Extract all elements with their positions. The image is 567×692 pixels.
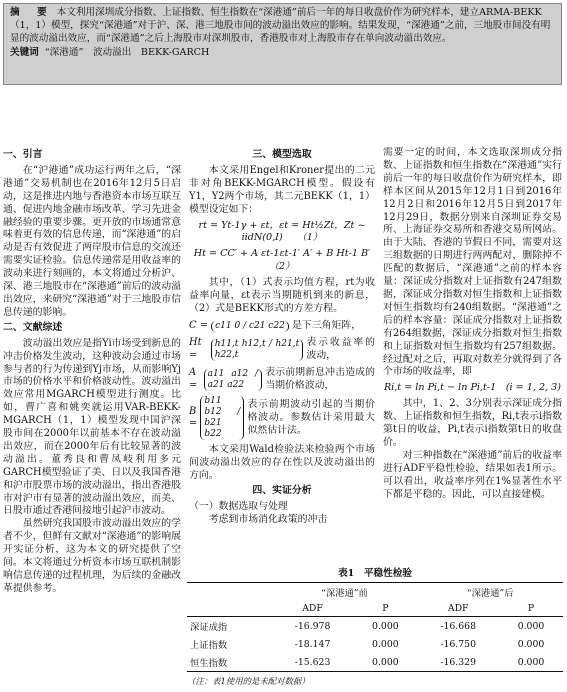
column-right (383, 147, 562, 501)
header-p-before: P (353, 601, 417, 617)
cell-adf-after: -16.668 (440, 620, 476, 632)
cell-p-before: 0.000 (372, 638, 399, 650)
data-paragraph-continued: 需要一定的时间，本文选取深圳成分指数、上证指数和恒生指数在“深港通”实行前后一年的每日收盘价作为研究样本，即样本区间从2015年12月1日到2016年12月2日和2016年12月5日到2017年12月29日，数据分别来自深圳证券交易所、上海证券交易所和香港交易所网站。由于大陆、香港的节假日不同，需要对这三组数据的日期进行两两配对，删除掉不匹配的数据后，“深港通”之前的样本容量：深证成分指数对上证指数有247组数据，深证成分指数对恒生指数和上证指数对恒生指数均有240组数据。“深港通”之后的样本容量：深证成分指数对上证指数有264组数据，深证成分指数对恒生指数和上证指数对恒生指数均有257组数据。经过配对之后，再取对数差分就得到了各个市场的收益率，即 (383, 147, 562, 378)
data-paragraph-start: 考虑到市场消化政策的冲击 (208, 513, 328, 525)
matrix-h: h11,t h12,t / h21,t h22,t (211, 339, 304, 361)
matrix-a-desc: 表示前期新息冲击造成的当期价格波动， (265, 366, 375, 391)
column-left (3, 147, 181, 596)
literature-paragraph-2: 虽然研究我国股市波动溢出效应的学者不少，但鲜有文献对“深港通”的影响展开实证分析，这为本文的研究提供了空间。本文将通过分析资本市场互联机制影响信息传递的过程机理，为后续的金融改革提供参考。 (3, 518, 181, 594)
header-before: “深港通”前 (272, 583, 418, 602)
table-column-header (187, 601, 563, 617)
matrix-a: a11 a12 / a21 a22 (204, 369, 262, 391)
cell-adf-after: -16.329 (417, 653, 499, 672)
section-heading-model: 三、模型选取 (252, 149, 312, 160)
matrix-h-desc: 表示收益率的波动， (306, 336, 375, 361)
abstract-label: 摘 要 (10, 7, 51, 18)
section-heading-empirical: 四、实证分析 (252, 485, 312, 497)
cell-adf-before: -15.623 (272, 653, 354, 672)
cell-p-after: 0.000 (499, 653, 563, 672)
equation-returns: Ri,t = ln Pi,t − ln Pi,t-1 (i = 1, 2, 3) (383, 382, 562, 394)
table-corner-cell (187, 583, 272, 602)
matrix-h-label: Ht = (189, 336, 202, 361)
abstract-text: 本文利用深圳成分指数、上证指数、恒生指数在“深港通”前后一年的每日收盘价作为研究样本，建立ARMA-BEKK（1，1）模型，探究“深港通”对于沪、深、港三地股市间的波动溢出效应的影响。结果发现，“深港通”之前，三地股市间没有明显的波动溢出效应，而“深港通”之后上海股市对深圳股市，香港股市对上海股市存在单向波动溢出效应。 (10, 7, 551, 45)
section-heading-literature: 二、文献综述 (3, 321, 63, 333)
matrix-c: c11 0 / c21 c22 (211, 321, 289, 332)
literature-paragraph-1: 波动溢出效应是指Yi市场受到新息的冲击价格发生波动，这种波动会通过市场参与者的行为传递到Yj市场，从而影响Yj市场的价格水平和价格波动性。波动溢出效应常用MGARCH模型进行测度。比如，曹广喜和姚奕就运用VAR-BEKK-MGARCH（1，1）模型发现中国沪深股市间在2000年以前基本不存在波动溢出效应，而在2000年后有比较显著的波动溢出。董秀良和曹凤岐利用多元GARCH模型验证了美、日以及我国香港和沪市股票市场的波动溢出，指出香港股市对沪市有显著的波动溢出效应，而美、日股市通过香港间接地引起沪市波动。 (3, 337, 181, 517)
section-heading-intro: 一、引言 (3, 149, 43, 160)
table-group-header (187, 583, 563, 602)
cell-adf-before: -18.147 (294, 638, 331, 650)
matrix-h-row (189, 337, 375, 363)
matrix-c-label: C = (189, 319, 208, 331)
adf-paragraph: 对三种指数在“深港通”前后的收益率进行ADF平稳性检验，结果如表1所示。可以看出，收益率序列在1%显著性水平下都是平稳的。因此，可以直接建模。 (383, 449, 562, 500)
model-paragraph-2: 其中，（1）式表示均值方程，rt为收益率向量，εt表示当期随机到来的新息，（2）式是BEKK形式的方差方程。 (189, 277, 375, 314)
column-middle (189, 147, 390, 527)
matrix-c-row (189, 320, 375, 333)
cell-p-after: 0.000 (517, 638, 545, 650)
cell-p-before: 0.000 (353, 653, 417, 672)
table-note: （注：表1使用的是未配对数据） (187, 676, 310, 686)
row-name: 上证指数 (190, 640, 228, 651)
matrix-a-label: A = (189, 366, 198, 391)
keywords-text: “深港通” 波动溢出 BEKK-GARCH (44, 46, 210, 58)
header-after: “深港通”后 (417, 583, 563, 602)
cell-adf-after: -16.750 (440, 638, 476, 650)
cell-adf-before: -16.978 (294, 620, 331, 632)
row-name: 深证成指 (190, 622, 228, 633)
table-row (187, 635, 563, 653)
table-row (187, 617, 563, 636)
matrix-b-row (189, 396, 375, 440)
stationarity-table (187, 582, 563, 672)
abstract-paragraph (10, 6, 555, 46)
matrix-b-label: B = (189, 405, 198, 430)
equation-1: rt = Yt-1γ + εt，εt = Ht½Zt，Zt ~ iidN(0,I) （1） (198, 219, 366, 244)
cell-p-after: 0.000 (517, 620, 545, 632)
row-name: 恒生指数 (187, 653, 272, 672)
model-paragraph-1: 本文采用Engel和Kroner提出的二元非对角BEKK-MGARCH模型。假设有Y1，Y2两个市场，其二元BEKK（1，1）模型设定如下： (189, 164, 375, 215)
header-adf-before: ADF (272, 601, 354, 617)
model-paragraph-3: 本文采用Wald检验法来检验两个市场间波动溢出效应的存在性以及波动溢出的方向。 (189, 444, 375, 482)
matrix-a-row (189, 367, 375, 393)
header-adf-after: ADF (417, 601, 499, 617)
cell-p-before: 0.000 (372, 620, 399, 632)
matrix-b-desc: 表示前期波动引起的当期价格波动。参数估计采用最大似然估计法。 (247, 399, 375, 436)
table-1 (187, 565, 563, 687)
header-p-after: P (499, 601, 563, 617)
table-corner-cell-2 (187, 601, 272, 617)
table-row (187, 653, 563, 672)
equation-2: Ht = CC′ + A εt-1εt-1′ A′ + B Ht-1 B′ （2） (193, 248, 390, 273)
returns-explanation: 其中，1、2、3分别表示深证成分指数、上证指数和恒生指数，Ri,t表示i指数第t日的收益，Pi,t表示i指数第t日的收盘价。 (383, 398, 562, 448)
keywords-label: 关键词 (10, 46, 39, 58)
abstract-box (3, 3, 562, 85)
table-caption: 表1 平稳性检验 (338, 568, 412, 579)
matrix-c-desc: 是下三角矩阵， (291, 319, 362, 331)
matrix-b: b11 b12 / b21 b22 (200, 396, 244, 440)
keywords-line (10, 46, 555, 59)
subsection-heading-data: （一）数据选取与处理 (189, 501, 288, 513)
intro-paragraph: 在“沪港通”成功运行两年之后，“深港通”交易机制也在2016年12月5日启动，这是推进内地与香港资本市场互联互通、促进内地金融市场改革、学习先进金融经验的重要步骤。更开放的市场通常意味着更有效的信息传递，而“深港通”的启动是否有效促进了两岸股市信息的交流还需要实证检验。信息传递常是用收益率的波动来进行刻画的，本文将通过分析沪、深、港三地股市在“深港通”前后的波动溢出效应，来研究“深港通”对于三地股市信息传递的影响。 (3, 164, 181, 318)
